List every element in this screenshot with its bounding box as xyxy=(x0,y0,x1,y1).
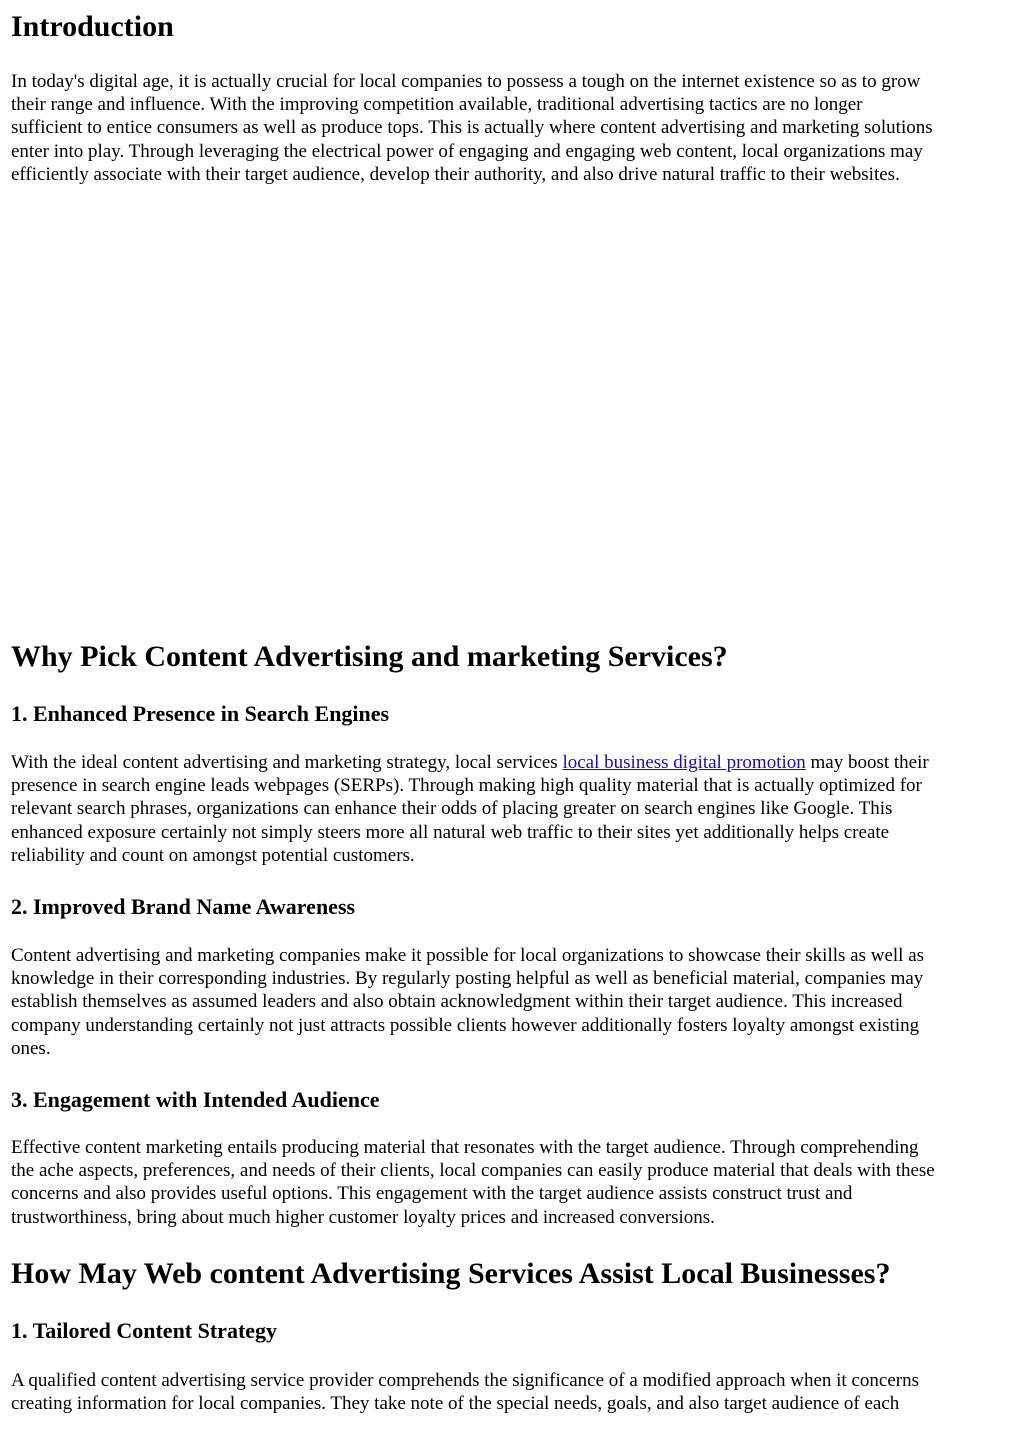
why-s3-line: the ache aspects, preferences, and needs of their clients, local companies can easily produce material that deals with these xyxy=(11,1160,935,1182)
why-s3-paragraph xyxy=(11,1136,935,1229)
intro-line: sufficient to entice consumers as well as produce tops. This is actually where content advertising and marketing solutions xyxy=(11,117,933,139)
intro-line: their range and influence. With the improving competition available, traditional advertising tactics are no longer xyxy=(11,94,863,116)
why-s3-heading: 3. Engagement with Intended Audience xyxy=(11,1087,380,1112)
why-s1-paragraph xyxy=(11,751,929,867)
why-s2-paragraph xyxy=(11,944,924,1060)
why-s3-line: Effective content marketing entails producing material that resonates with the target audience. Through comprehending xyxy=(11,1137,919,1158)
why-s1-line: reliability and count on amongst potential customers. xyxy=(11,844,415,866)
why-s2-line: ones. xyxy=(11,1037,51,1059)
how-s1-line: creating information for local companies. They take note of the special needs, goals, and also target audience of each xyxy=(11,1393,900,1415)
why-s1-line-start: With the ideal content advertising and marketing strategy, local services xyxy=(11,752,563,773)
why-s2-line: Content advertising and marketing companies make it possible for local organizations to showcase their skills as well as xyxy=(11,945,925,966)
intro-line: enter into play. Through leveraging the electrical power of engaging and engaging web content, local organizations may xyxy=(11,140,923,162)
intro-line: efficiently associate with their target audience, develop their authority, and also drive natural traffic to their websites. xyxy=(11,163,900,185)
local-business-digital-promotion-link[interactable]: local business digital promotion xyxy=(562,752,806,773)
how-heading: How May Web content Advertising Services Assist Local Businesses? xyxy=(11,1257,891,1290)
why-s1-line xyxy=(11,751,929,774)
why-s3-line: trustworthiness, bring about much higher customer loyalty prices and increased conversions. xyxy=(11,1206,715,1228)
embedded-blank-area xyxy=(11,200,1011,620)
why-s1-heading: 1. Enhanced Presence in Search Engines xyxy=(11,701,390,726)
how-s1-heading: 1. Tailored Content Strategy xyxy=(11,1318,278,1343)
why-s2-line: company understanding certainly not just attracts possible clients however additionally fosters loyalty amongst existing xyxy=(11,1014,920,1036)
why-s1-line-end: may boost their xyxy=(805,752,929,773)
why-s1-line: relevant search phrases, organizations can enhance their odds of placing greater on search engines like Google. This xyxy=(11,798,893,820)
intro-paragraph xyxy=(11,70,933,186)
intro-line: In today's digital age, it is actually crucial for local companies to possess a tough on the internet existence so as to grow xyxy=(11,71,921,92)
why-s3-line: concerns and also provides useful options. This engagement with the target audience assists construct trust and xyxy=(11,1183,853,1205)
how-s1-paragraph xyxy=(11,1369,919,1415)
intro-heading: Introduction xyxy=(11,10,174,43)
why-s2-line: knowledge in their corresponding industries. By regularly posting helpful as well as beneficial material, companies may xyxy=(11,968,924,990)
why-heading: Why Pick Content Advertising and marketing Services? xyxy=(11,640,728,673)
why-s1-line: presence in search engine leads webpages (SERPs). Through making high quality material that is actually optimized for xyxy=(11,775,922,797)
why-s2-heading: 2. Improved Brand Name Awareness xyxy=(11,894,356,919)
why-s1-line: enhanced exposure certainly not simply steers more all natural web traffic to their sites yet additionally helps create xyxy=(11,821,890,843)
how-s1-line: A qualified content advertising service provider comprehends the significance of a modified approach when it concerns xyxy=(11,1370,919,1391)
why-s2-line: establish themselves as assumed leaders and also obtain acknowledgment within their target audience. This increased xyxy=(11,991,903,1013)
